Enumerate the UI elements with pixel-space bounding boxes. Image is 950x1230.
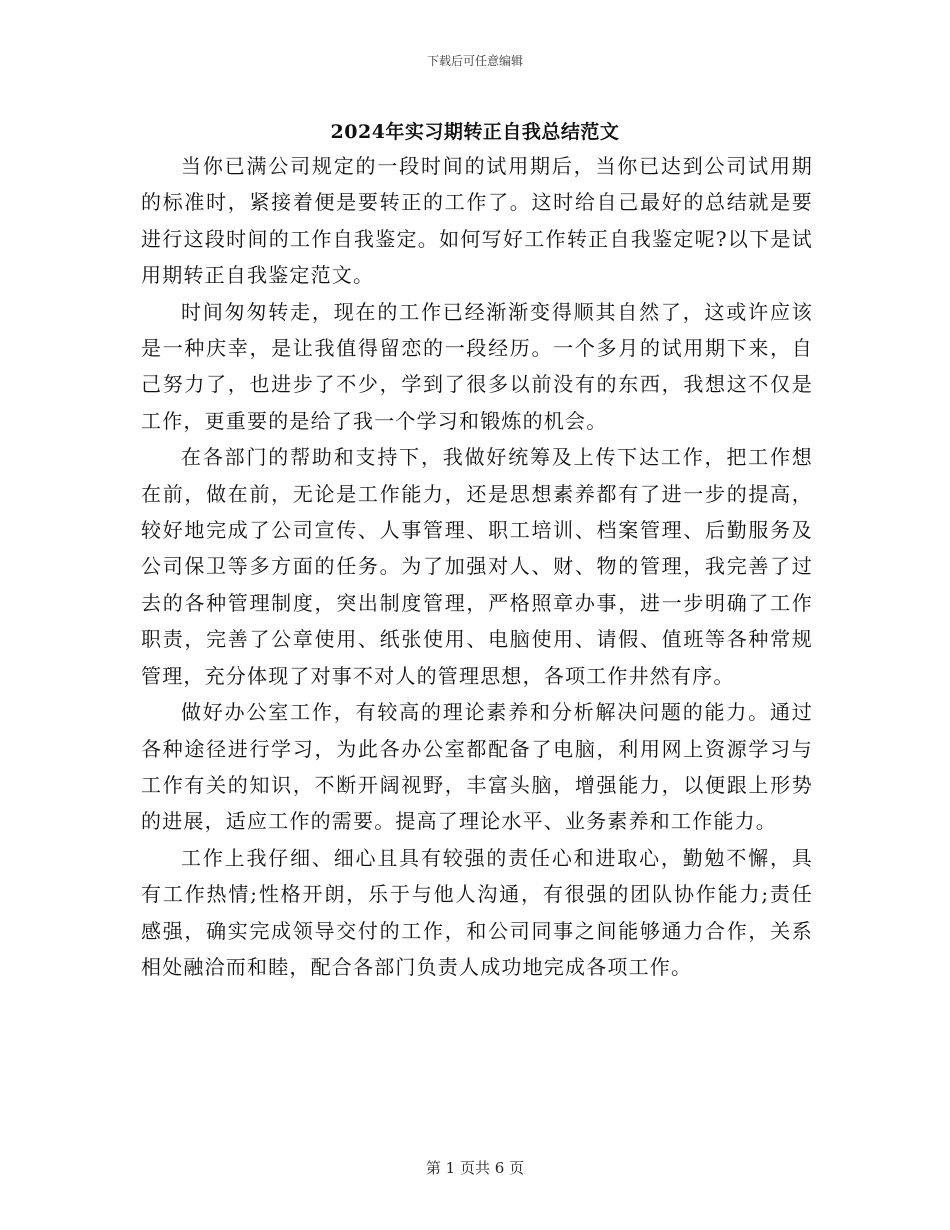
page-header-note: 下载后可任意编辑 [426, 54, 523, 68]
paragraph-office-work: 做好办公室工作，有较高的理论素养和分析解决问题的能力。通过各种途径进行学习，为此各办公室都配备了电脑，利用网上资源学习与工作有关的知识，不断开阔视野，丰富头脑，增强能力，以便跟上形势的进展，适应工作的需要。提高了理论水平、业务素养和工作能力。 [141, 700, 813, 834]
paragraph-attitude: 工作上我仔细、细心且具有较强的责任心和进取心，勤勉不懈，具有工作热情;性格开朗，乐于与他人沟通，有很强的团队协作能力;责任感强，确实完成领导交付的工作，和公司同事之间能够通力合作，关系相处融洽而和睦，配合各部门负责人成功地完成各项工作。 [141, 845, 813, 979]
document-body [141, 148, 813, 985]
document-title: 2024年实习期转正自我总结范文 [330, 121, 620, 143]
page-number-footer: 第 1 页共 6 页 [425, 1159, 525, 1177]
paragraph-departments: 在各部门的帮助和支持下，我做好统筹及上传下达工作，把工作想在前，做在前，无论是工作能力，还是思想素养都有了进一步的提高，较好地完成了公司宣传、人事管理、职工培训、档案管理、后勤服务及公司保卫等多方面的任务。为了加强对人、财、物的管理，我完善了过去的各种管理制度，突出制度管理，严格照章办事，进一步明确了工作职责，完善了公章使用、纸张使用、电脑使用、请假、值班等各种常规管理，充分体现了对事不对人的管理思想，各项工作井然有序。 [141, 445, 813, 688]
paragraph-intro: 当你已满公司规定的一段时间的试用期后，当你已达到公司试用期的标准时，紧接着便是要转正的工作了。这时给自己最好的总结就是要进行这段时间的工作自我鉴定。如何写好工作转正自我鉴定呢?以下是试用期转正自我鉴定范文。 [141, 154, 813, 288]
paragraph-reflection: 时间匆匆转走，现在的工作已经渐渐变得顺其自然了，这或许应该是一种庆幸，是让我值得留恋的一段经历。一个多月的试用期下来，自己努力了，也进步了不少，学到了很多以前没有的东西，我想这不仅是工作，更重要的是给了我一个学习和锻炼的机会。 [141, 299, 813, 433]
